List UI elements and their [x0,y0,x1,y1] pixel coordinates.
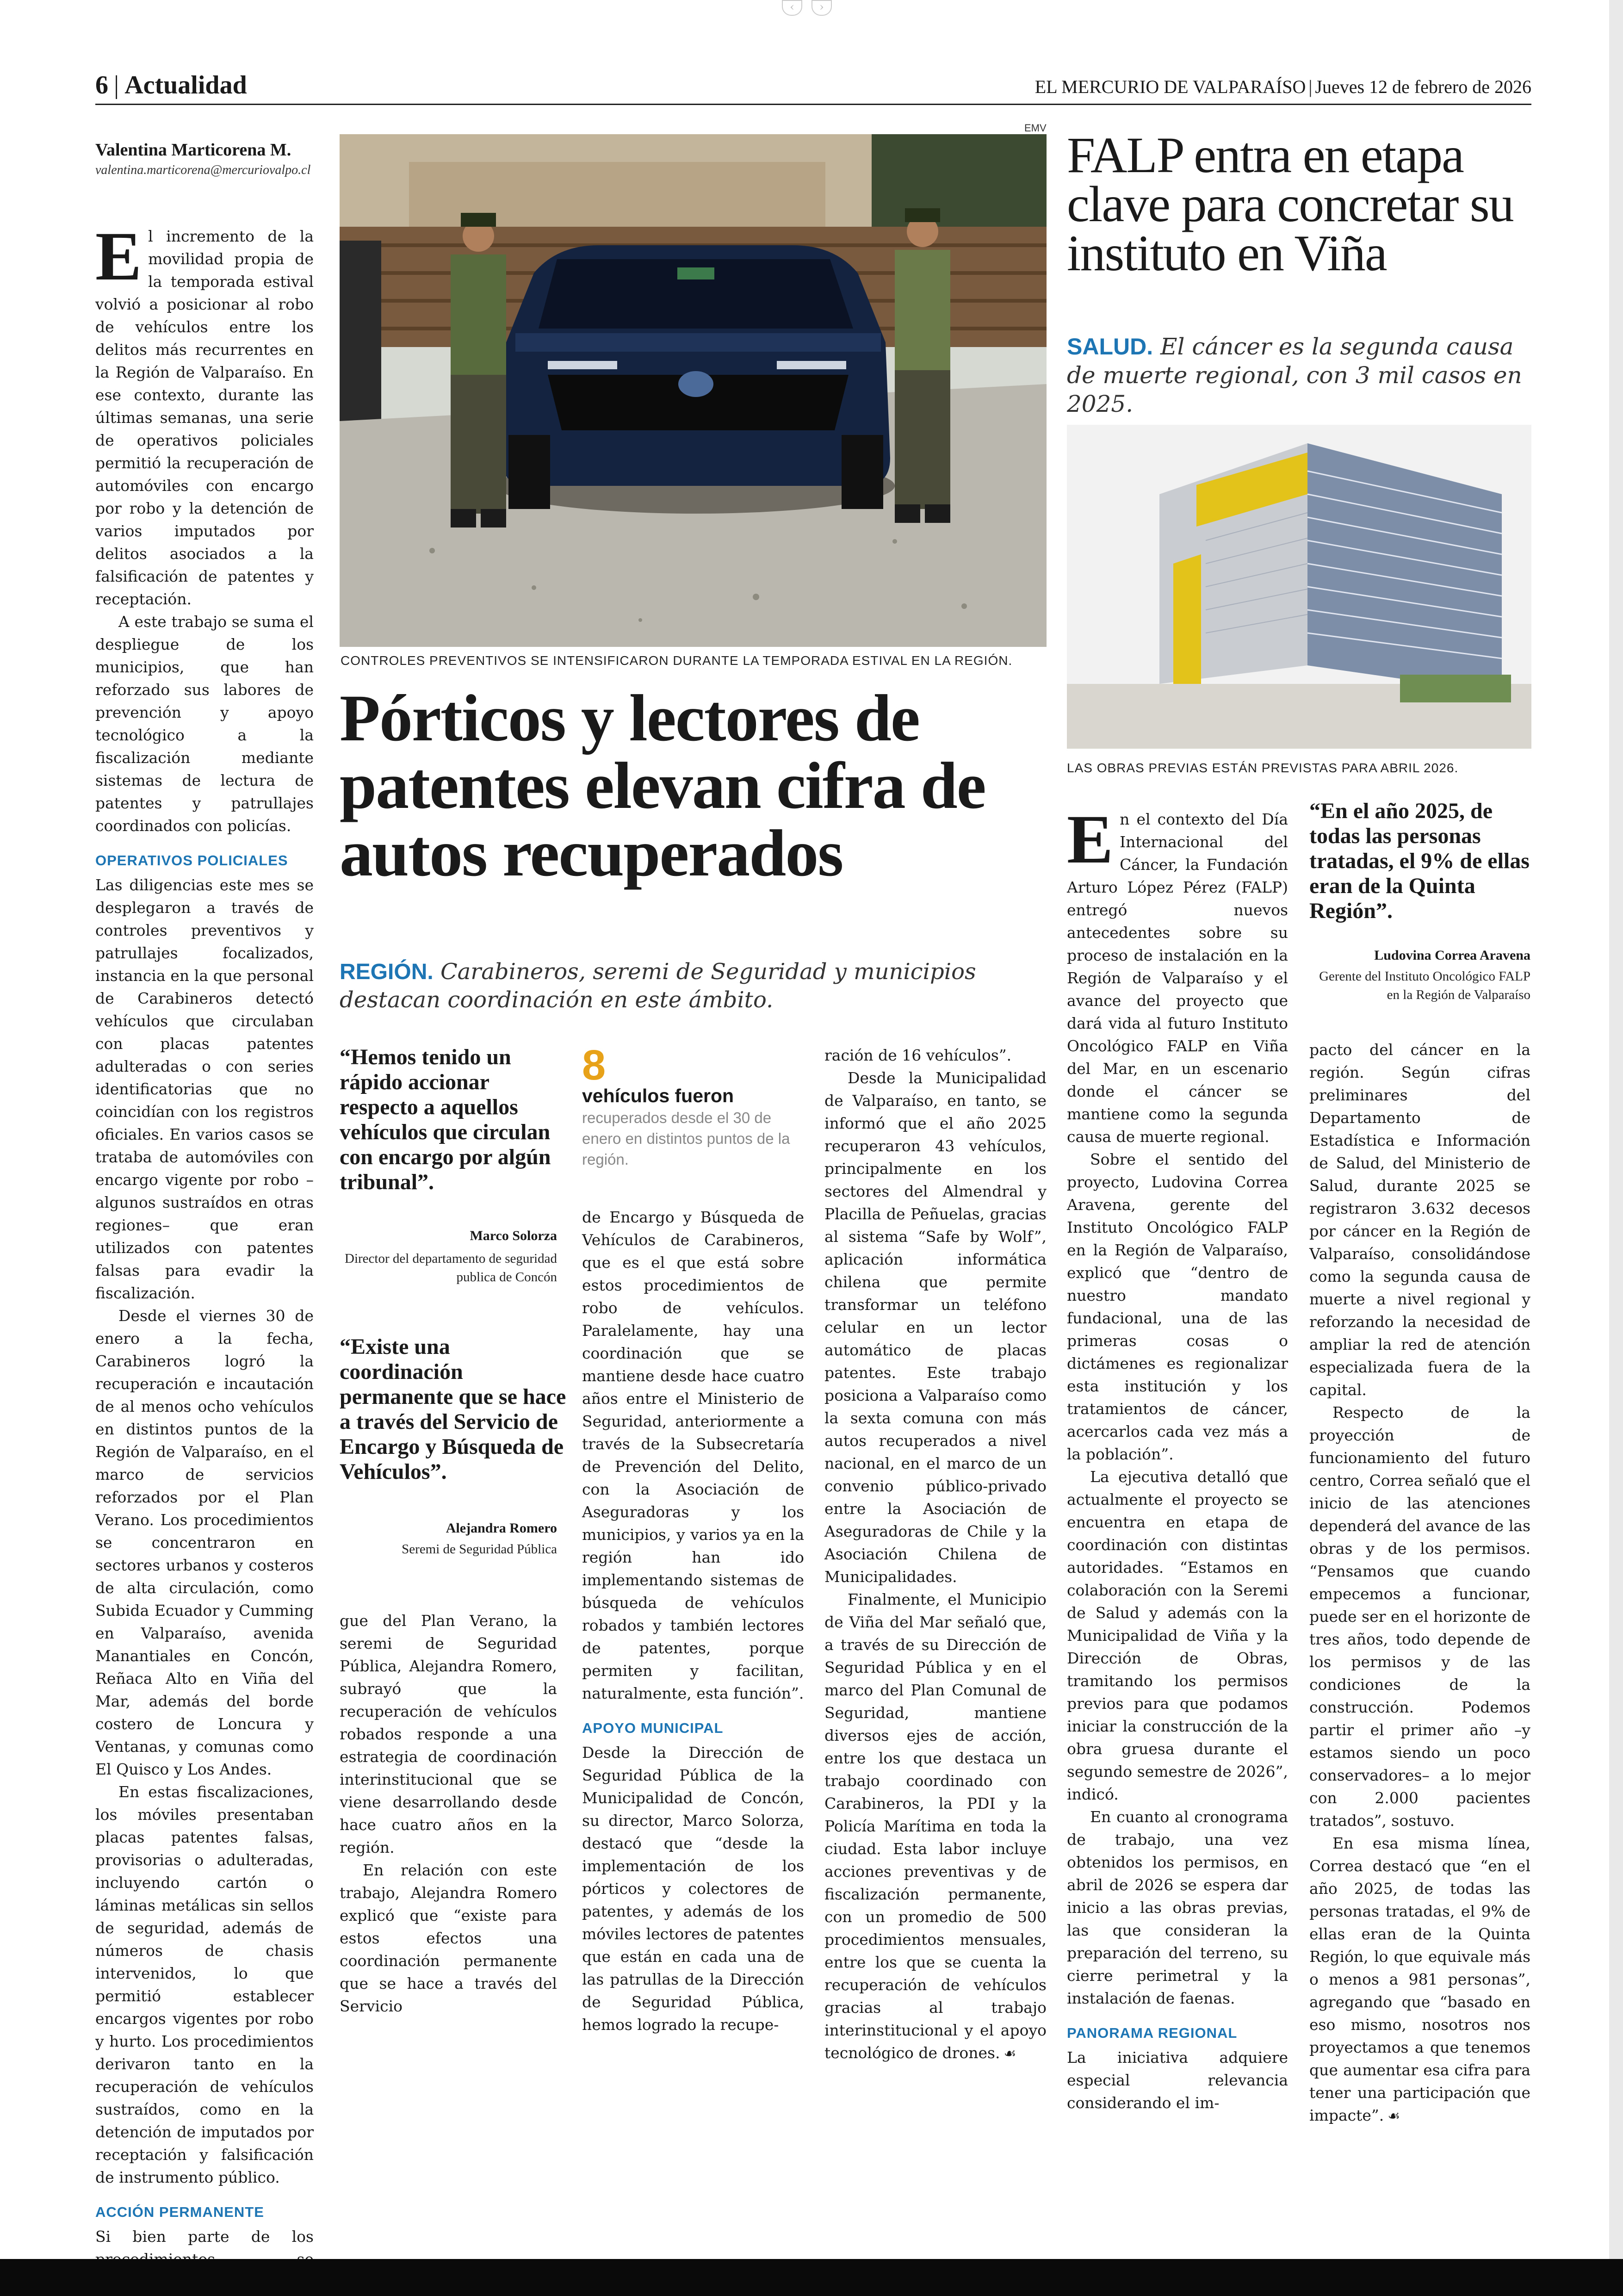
police-officer-left [451,213,506,527]
quote-2-name: Alejandra Romero [446,1520,557,1536]
page-number: 6 [95,71,108,99]
side-headline: FALP entra en etapa clave para concretar su instituto en Viña [1067,127,1513,281]
end-mark-icon: ☙ [1388,2108,1400,2124]
publication-date: Jueves 12 de febrero de 2026 [1315,76,1531,97]
section-name: Actualidad [124,71,247,99]
paragraph: En estas fiscalizaciones, los móviles presentaban placas patentes falsas, provisorias o adulteradas, incluyendo cartón o láminas metálicas sin sellos de seguridad, además de números de chasis intervenidos, lo que permitió establecer encargos vigentes por robo y hurto. Los procedimientos derivaron tanto en la recuperación de vehículos sustraídos, como en la detención de imputados por receptación y falsificación de instrumento público. [95,1783,314,2186]
pull-quote-1: “Hemos tenido un rápido accionar respecto a aquellos vehículos que circulan con encargo por algún tribunal”. [340,1045,551,1194]
paragraph: Desde el viernes 30 de enero a la fecha, Carabineros logró la recuperación e incautación de al menos ocho vehículos en distintos puntos de la Región de Valparaíso, en el marco de servicios reforzados por el Plan Verano. Los procedimientos se concentraron en sectores urbanos y costeros de alta circulación, como Subida Ecuador y Cumming en Valparaíso, avenida Manantiales en Concón, Reñaca Alto en Viña del Mar, además del borde costero de Loncura y Ventanas, y comunas como El Quisco y Los Andes. [95,1307,314,1778]
pull-quote-2: “Existe una coordinación permanente que se hace a través del Servicio de Encargo y Búsqueda de Vehículos”. [340,1334,566,1484]
paragraph: Si bien parte de los [95,2228,314,2246]
end-mark-icon: ☙ [1004,2046,1016,2062]
subheading: PANORAMA REGIONAL [1067,2025,1238,2041]
paragraph: A este trabajo se suma el despliegue de los municipios, que han reforzado sus labores de prevención y apoyo tecnológico a la fiscalización mediante sistemas de lectura de patentes y patrullajes coordinados con policías. [95,613,314,835]
author-email[interactable]: valentina.marticorena@mercuriovalpo.cl [95,163,311,177]
photo-caption: CONTROLES PREVENTIVOS SE INTENSIFICARON DURANTE LA TEMPORADA ESTIVAL EN LA REGIÓN. [341,653,1013,668]
paragraph: En cuanto al cronograma de trabajo, una vez obtenidos los permisos, en abril de 2026 se espera dar inicio a las obras previas, las que consideran la preparación del terreno, su cierre perimetral y la instalación de faenas. [1067,1808,1288,2007]
quote-1-role: Director del departamento de seguridad publica de Concón [345,1251,557,1285]
main-column-3 [582,1206,804,2036]
side-photo-caption: LAS OBRAS PREVIAS ESTÁN PREVISTAS PARA ABRIL 2026. [1067,761,1459,775]
side-deck-tag: SALUD. [1067,334,1153,360]
building-illustration [1067,425,1531,749]
prev-page-icon[interactable]: ‹ [782,0,802,16]
paragraph: Desde la Municipalidad de Valparaíso, en tanto, se informó que el año 2025 recuperaron 43 vehículos, principalmente en los sectores del Almendral y Placilla de Peñuelas, gracias al sistema “Safe by Wolf”, aplicación informática chilena que permite transformar un teléfono celular en un lector automático de placas patentes. Este trabajo posiciona a Valparaíso como la sexta comuna con más autos recuperados a nivel nacional, en el marco de un convenio público-privado entre la Asociación de Aseguradoras de Chile y la Asociación Chilena de Municipalidades. [824,1069,1047,1586]
paragraph: En el contexto del Día Internacional del Cáncer, la Fundación Arturo López Pérez (FALP) entregó nuevos antecedentes sobre su proceso de instalación en la Región de Valparaíso y el avance del proyecto que dará vida al futuro Instituto Oncológico FALP en Viña del Mar, en un escenario donde el cáncer se mantiene como la segunda causa de muerte regional. [1067,801,1288,1146]
subheading: OPERATIVOS POLICIALES [95,852,288,869]
paragraph: En relación con este trabajo, Alejandra Romero explicó que “existe para estos efectos una coordinación permanente que se hace a través del Servicio [340,1861,557,2015]
paragraph: La ejecutiva detalló que actualmente el proyecto se encuentra en etapa de coordinación con distintas autoridades. “Estamos en colaboración con la Seremi de Salud y además con la Municipalidad de Viña y la Dirección de Obras, tramitando los permisos previos para que podamos iniciar la construcción de la obra gruesa durante el segundo semestre de 2026”, indicó. [1067,1468,1288,1803]
publication-info: EL MERCURIO DE VALPARAÍSO | Jueves 12 de febrero de 2026 [1035,76,1531,97]
police-car-photo [340,134,1047,647]
side-column-2 [1309,1038,1530,2128]
paragraph: ración de 16 vehículos”. [824,1046,1012,1064]
top-nav-buttons [782,0,841,16]
publication-name: EL MERCURIO DE VALPARAÍSO [1035,76,1306,97]
paragraph: El incremento de la movilidad propia de la temporada estival volvió a posicionar al robo de vehículos entre los delitos más recurrentes en la Región de Valparaíso. En ese contexto, durante las últimas semanas, una serie de operativos policiales permitió la recuperación de automóviles con encargo por robo y la detención de varios imputados por delitos asociados a la falsificación de patentes y receptación. [95,218,314,608]
paragraph: Sobre el sentido del proyecto, Ludovina Correa Aravena, gerente del Instituto Oncológico FALP en la Región de Valparaíso, explicó que “dentro de nuestro mandato fundacional, una de las primeras cosas o dictámenes es regionalizar esta institución y los tratamientos de cáncer, acercarlos cada vez más a la población”. [1067,1150,1288,1463]
main-deck [340,958,1061,1014]
dropcap: E [1067,801,1114,878]
paragraph: pacto del cáncer en la región. Según cifras preliminares del Departamento de Estadística e Información de Salud, del Ministerio de Salud, durante 2025 se registraron 3.632 decesos por cáncer en la Región de Valparaíso, consolidándose como la segunda causa de muerte a nivel regional y reforzando la necesidad de ampliar la red de atención especializada fuera de la capital. [1309,1041,1530,1399]
main-column-2 [340,1609,557,2017]
quote-2-role: Seremi de Seguridad Pública [402,1542,557,1557]
photo-credit: EMV [1024,122,1047,134]
section-label: 6 | Actualidad [95,71,247,99]
dropcap: E [95,218,142,295]
paragraph: de Encargo y Búsqueda de Vehículos de Carabineros, que es el que está sobre estos procedimientos de robo de vehículos. Paralelamente, hay una coordinación que se mantiene desde hace cuatro años entre el Ministerio de Seguridad, anteriormente a través de la Subsecretaría de Prevención del Delito, con la Asociación de Aseguradoras y los municipios, y varios ya en la región han ido implementando sistemas de búsqueda de vehículos robados y también lectores de patentes, porque permiten y facilitan, naturalmente, esta función”. [582,1208,804,1702]
stat-desc: recuperados desde el 30 de enero en distintos puntos de la región. [582,1109,790,1168]
stat-number: 8 [582,1042,606,1089]
police-officer-right [895,208,950,523]
main-column-4 [824,1044,1047,2065]
paragraph: En esa misma línea, Correa destacó que “en el año 2025, de todas las personas tratadas, el 9% de ellas eran de la Quinta Región, lo que equivale más o menos a 981 personas”, agregando que “basado en eso mismo, nosotros nos proyectamos a que tenemos que aumentar esa cifra para tener una participación que impacte”. ☙ [1309,1834,1530,2124]
bottom-bar [0,2259,1623,2296]
side-pull-quote: “En el año 2025, de todas las personas tratadas, el 9% de ellas eran de la Quinta Región”. [1309,799,1530,923]
side-column-1 [1067,801,1288,2114]
byline [95,140,310,178]
stat-bold: vehículos fueron [582,1085,734,1106]
next-page-icon[interactable]: › [812,0,832,16]
author-name: Valentina Marticorena M. [95,140,291,160]
side-deck [1067,332,1534,418]
building-rendering-photo [1067,425,1531,749]
scrollbar[interactable] [1609,0,1623,2296]
police-car-illustration [340,134,1047,647]
paragraph: Respecto de la proyección de funcionamiento del futuro centro, Correa señaló que el inicio de las atenciones dependerá del avance de las obras y de los permisos. “Pensamos que cuando empecemos a funcionar, puede ser en el horizonte de tres años, todo depende de los permisos y de las condiciones de la construcción. Podemos partir el primer año –y estamos siendo un poco conservadores– a lo mejor con 2.000 pacientes tratados”, sostuvo. [1309,1403,1530,1830]
deck-tag: REGIÓN. [340,960,434,984]
side-deck-text: El cáncer es la segunda causa de muerte regional, con 3 mil casos en 2025. [1067,333,1522,417]
subheading: ACCIÓN PERMANENTE [95,2204,264,2220]
subheading: APOYO MUNICIPAL [582,1720,724,1736]
page-header [95,65,1531,105]
side-quote-name: Ludovina Correa Aravena [1374,948,1530,963]
paragraph: La iniciativa adquiere especial relevancia considerando el im- [1067,2048,1288,2112]
paragraph: gue del Plan Verano, la seremi de Seguridad Pública, Alejandra Romero, subrayó que la recuperación de vehículos robados responde a una estrategia de coordinación interinstitucional que se viene desarrollando desde hace cuatro años en la región. [340,1612,557,1856]
paragraph: Las diligencias este mes se desplegaron a través de controles preventivos y patrullajes focalizados, instancia en la que personal de Carabineros detectó vehículos que circulaban con placas patentes adulteradas o con series identificatorias que no coincidían con los registros oficiales. En varios casos se trataba de automóviles con encargo vigente por robo –algunos sustraídos en otras regiones– que eran utilizados con patentes falsas para evadir la fiscalización. [95,876,314,1302]
deck-text: Carabineros, seremi de Seguridad y municipios destacan coordinación en este ámbito. [340,959,976,1013]
stat-text [582,1086,804,1170]
paragraph: Desde la Dirección de Seguridad Pública de la Municipalidad de Concón, su director, Marco Solorza, destacó que “desde la implementación de los pórticos y colectores de patentes, y además de los móviles lectores de patentes que están en cada una de las patrullas de la Dirección de Seguridad Pública, hemos logrado la recupe- [582,1744,804,2034]
main-column-1 [95,218,314,2293]
quote-1-name: Marco Solorza [470,1228,557,1243]
paragraph: Finalmente, el Municipio de Viña del Mar señaló que, a través de su Dirección de Seguridad Pública y en el marco del Plan Comunal de Seguridad, mantiene diversos ejes de acción, entre los que destaca un trabajo coordinado con Carabineros, la PDI y la Policía Marítima en toda la ciudad. Esta labor incluye acciones preventivas y de fiscalización permanente, con un promedio de 500 procedimientos mensuales, entre los que se cuenta la recuperación de vehículos gracias al trabajo interinstitucional y el apoyo tecnológico de drones. ☙ [824,1590,1047,2062]
main-headline: Pórticos y lectores de patentes elevan cifra de autos recuperados [340,682,985,890]
side-quote-role: Gerente del Instituto Oncológico FALP en la Región de Valparaíso [1319,969,1530,1002]
